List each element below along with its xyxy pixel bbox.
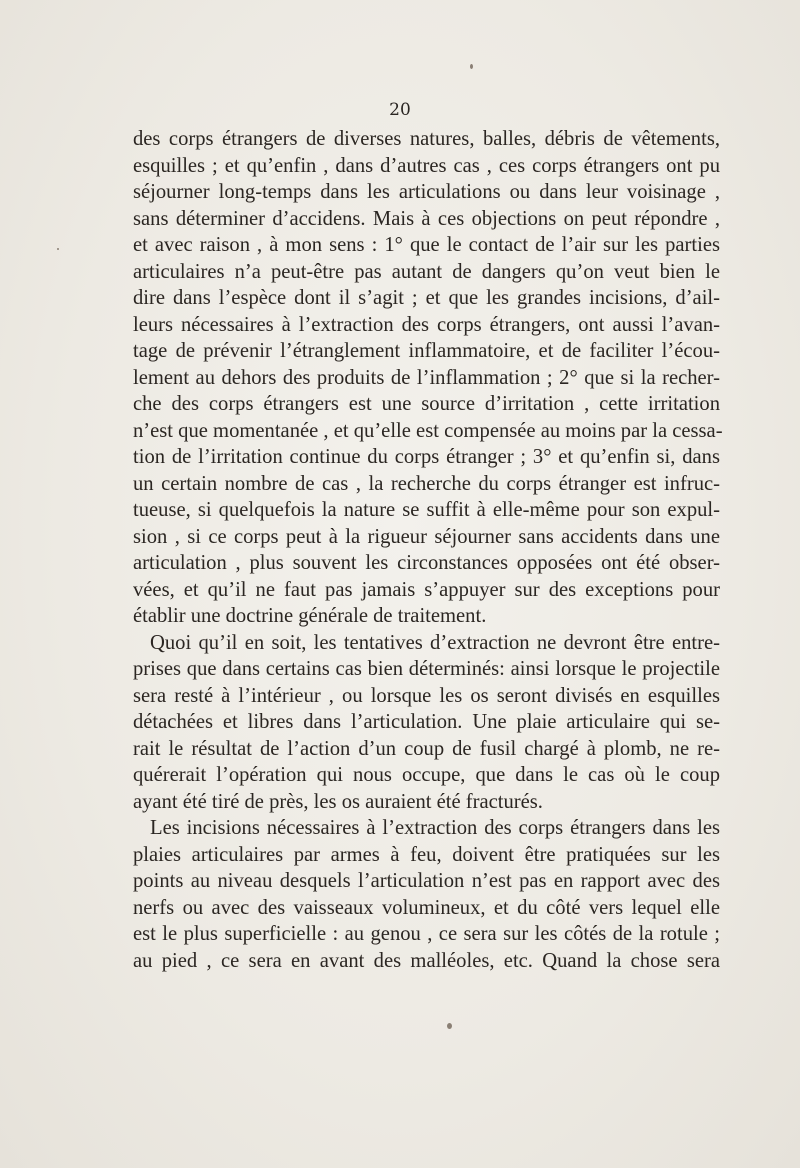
text-line: che des corps étrangers est une source d’irritation , cette irritation xyxy=(133,393,720,415)
text-line: tueuse, si quelquefois la nature se suffit à elle-même pour son expul- xyxy=(133,499,720,521)
paragraph-start-line: Les incisions nécessaires à l’extraction des corps étrangers dans les xyxy=(150,817,720,839)
text-line: nerfs ou avec des vaisseaux volumineux, et du côté vers lequel elle xyxy=(133,896,720,919)
text-line: séjourner long-temps dans les articulations ou dans leur voisinage , xyxy=(133,181,720,203)
text-line: vées, et qu’il ne faut pas jamais s’appuyer sur des exceptions pour xyxy=(133,578,720,601)
text-line: détachées et libres dans l’articulation. Une plaie articulaire qui se- xyxy=(133,711,720,733)
text-line: rait le résultat de l’action d’un coup de fusil chargé à plomb, ne re- xyxy=(133,737,720,760)
page-number: 20 xyxy=(389,100,411,120)
text-line: lement au dehors des produits de l’inflammation ; 2° que si la recher- xyxy=(133,366,720,389)
text-line: leurs nécessaires à l’extraction des corps étrangers, ont aussi l’avan- xyxy=(133,313,720,336)
text-line: au pied , ce sera en avant des malléoles, etc. Quand la chose sera xyxy=(133,949,720,972)
text-line: n’est que momentanée , et qu’elle est compensée au moins par la cessa- xyxy=(133,419,723,442)
text-line: tage de prévenir l’étranglement inflammatoire, et de faciliter l’écou- xyxy=(133,340,720,362)
text-line: dire dans l’espèce dont il s’agit ; et que les grandes incisions, d’ail- xyxy=(133,287,720,309)
text-line: esquilles ; et qu’enfin , dans d’autres cas , ces corps étrangers ont pu xyxy=(133,154,720,177)
text-line: articulaires n’a peut-être pas autant de dangers qu’on veut bien le xyxy=(133,260,720,283)
text-line: plaies articulaires par armes à feu, doivent être pratiquées sur les xyxy=(133,843,720,866)
text-line: quérerait l’opération qui nous occupe, que dans le cas où le coup xyxy=(133,764,720,786)
text-line: prises que dans certains cas bien déterminés: ainsi lorsque le projectile xyxy=(133,658,720,680)
paragraph-start-line: Quoi qu’il en soit, les tentatives d’extraction ne devront être entre- xyxy=(150,631,720,654)
text-line: des corps étrangers de diverses natures, balles, débris de vêtements, xyxy=(133,128,720,150)
text-line: tion de l’irritation continue du corps étranger ; 3° et qu’enfin si, dans xyxy=(133,446,720,468)
text-line: sion , si ce corps peut à la rigueur séjourner sans accidents dans une xyxy=(133,525,720,548)
paper-speck xyxy=(57,248,59,250)
text-line: est le plus superficielle : au genou , ce sera sur les côtés de la rotule ; xyxy=(133,923,720,945)
text-line: sera resté à l’intérieur , ou lorsque les os seront divisés en esquilles xyxy=(133,684,720,707)
text-line: établir une doctrine générale de traitement. xyxy=(133,605,487,627)
text-line: ayant été tiré de près, les os auraient été fracturés. xyxy=(133,790,543,813)
text-line: articulation , plus souvent les circonstances opposées ont été obser- xyxy=(133,552,720,574)
text-line: sans déterminer d’accidens. Mais à ces objections on peut répondre , xyxy=(133,207,720,230)
body-text xyxy=(133,126,723,974)
text-line: un certain nombre de cas , la recherche du corps étranger est infruc- xyxy=(133,472,720,495)
paper-speck xyxy=(470,64,473,69)
text-line: points au niveau desquels l’articulation n’est pas en rapport avec des xyxy=(133,870,720,892)
text-line: et avec raison , à mon sens : 1° que le contact de l’air sur les parties xyxy=(133,234,720,256)
paper-speck xyxy=(447,1023,452,1029)
